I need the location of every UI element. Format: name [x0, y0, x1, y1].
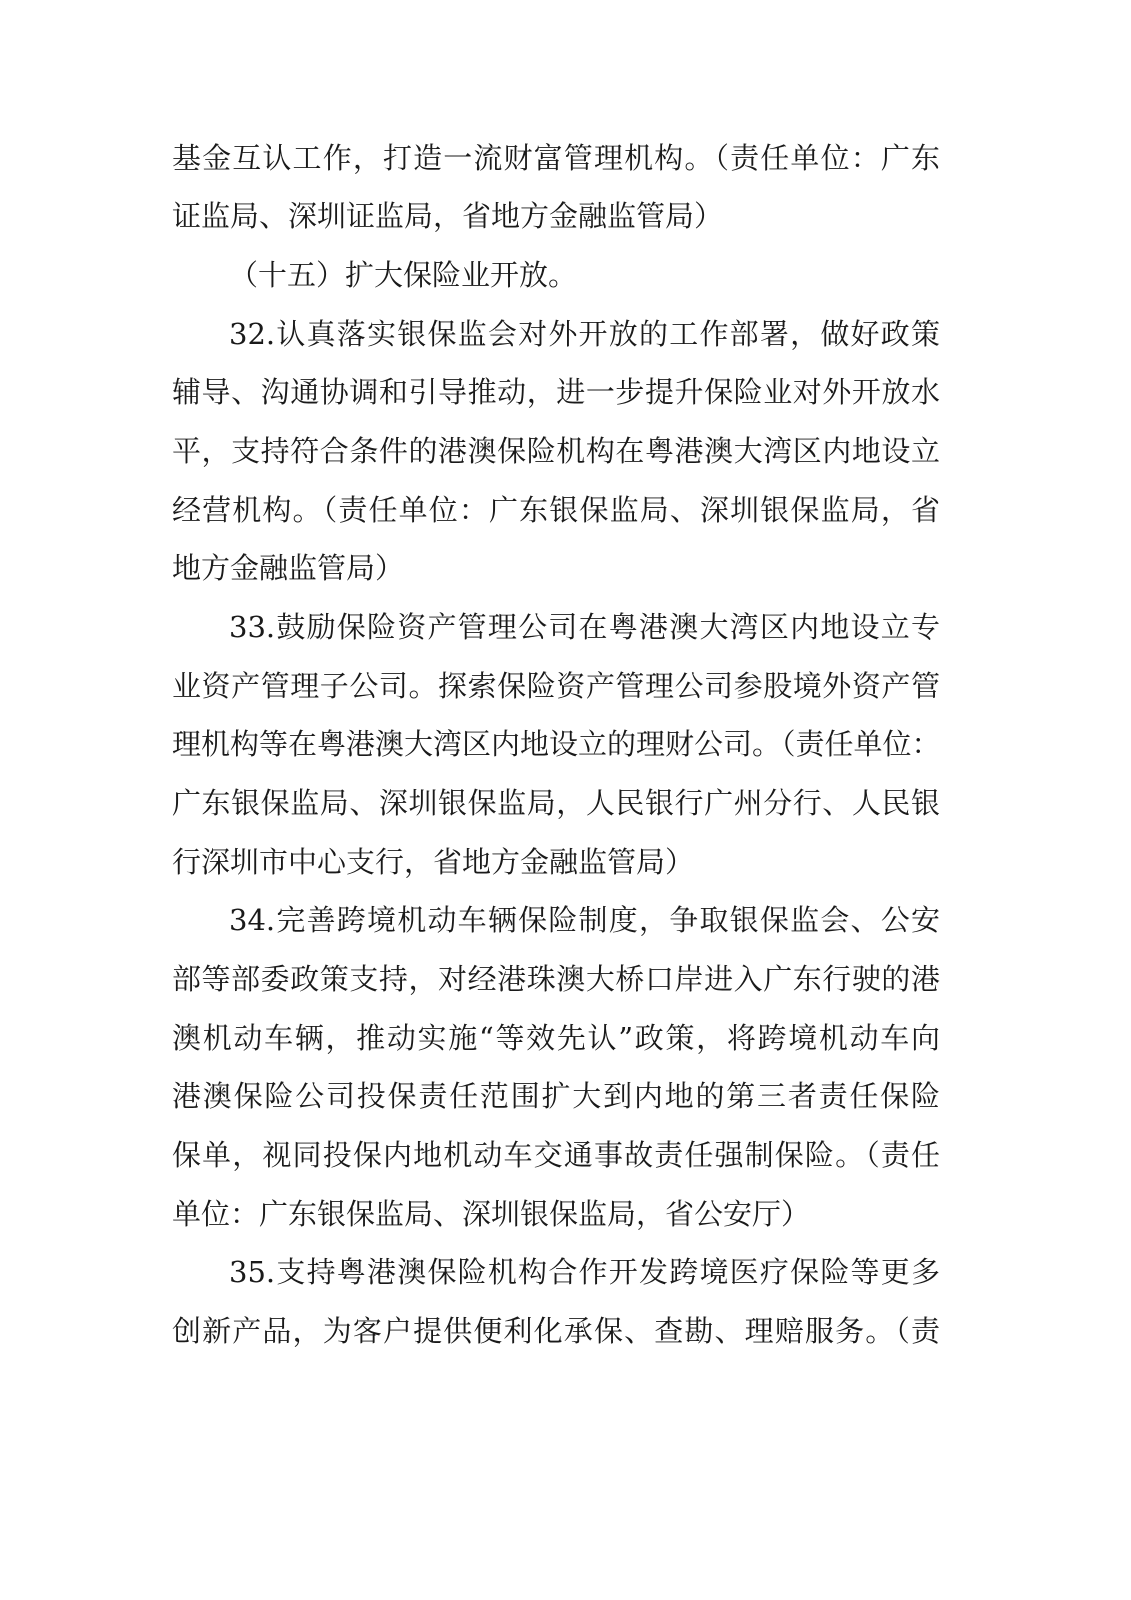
text-line: 证监局、深圳证监局，省地方金融监管局）	[172, 199, 724, 233]
text-line: 部等部委政策支持，对经港珠澳大桥口岸进入广东行驶的港	[172, 962, 940, 996]
text-line: 32.认真落实银保监会对外开放的工作部署，做好政策	[229, 317, 940, 351]
text-line: 单位：广东银保监局、深圳银保监局，省公安厅）	[172, 1197, 811, 1231]
text-line: 平，支持符合条件的港澳保险机构在粤港澳大湾区内地设立	[172, 434, 940, 468]
text-line: 保单，视同投保内地机动车交通事故责任强制保险。（责任	[172, 1138, 940, 1172]
text-line: 33.鼓励保险资产管理公司在粤港澳大湾区内地设立专	[229, 610, 940, 644]
text-line: 辅导、沟通协调和引导推动，进一步提升保险业对外开放水	[172, 375, 940, 409]
text-line: 港澳保险公司投保责任范围扩大到内地的第三者责任保险	[172, 1079, 940, 1113]
text-line: 35.支持粤港澳保险机构合作开发跨境医疗保险等更多	[229, 1255, 940, 1289]
text-line: 澳机动车辆，推动实施“等效先认”政策，将跨境机动车向	[172, 1021, 940, 1055]
text-line: 行深圳市中心支行，省地方金融监管局）	[172, 845, 695, 879]
text-line: 基金互认工作，打造一流财富管理机构。（责任单位：广东	[172, 141, 940, 175]
text-line: 34.完善跨境机动车辆保险制度，争取银保监会、公安	[229, 903, 940, 937]
text-line: 地方金融监管局）	[172, 551, 405, 585]
section-heading: （十五）扩大保险业开放。	[229, 258, 578, 292]
text-line: 经营机构。（责任单位：广东银保监局、深圳银保监局，省	[172, 493, 940, 527]
text-line: 创新产品，为客户提供便利化承保、查勘、理赔服务。（责	[172, 1314, 940, 1348]
text-line: 广东银保监局、深圳银保监局，人民银行广州分行、人民银	[172, 786, 940, 820]
text-line: 理机构等在粤港澳大湾区内地设立的理财公司。（责任单位：	[172, 727, 941, 761]
text-line: 业资产管理子公司。探索保险资产管理公司参股境外资产管	[172, 669, 940, 703]
